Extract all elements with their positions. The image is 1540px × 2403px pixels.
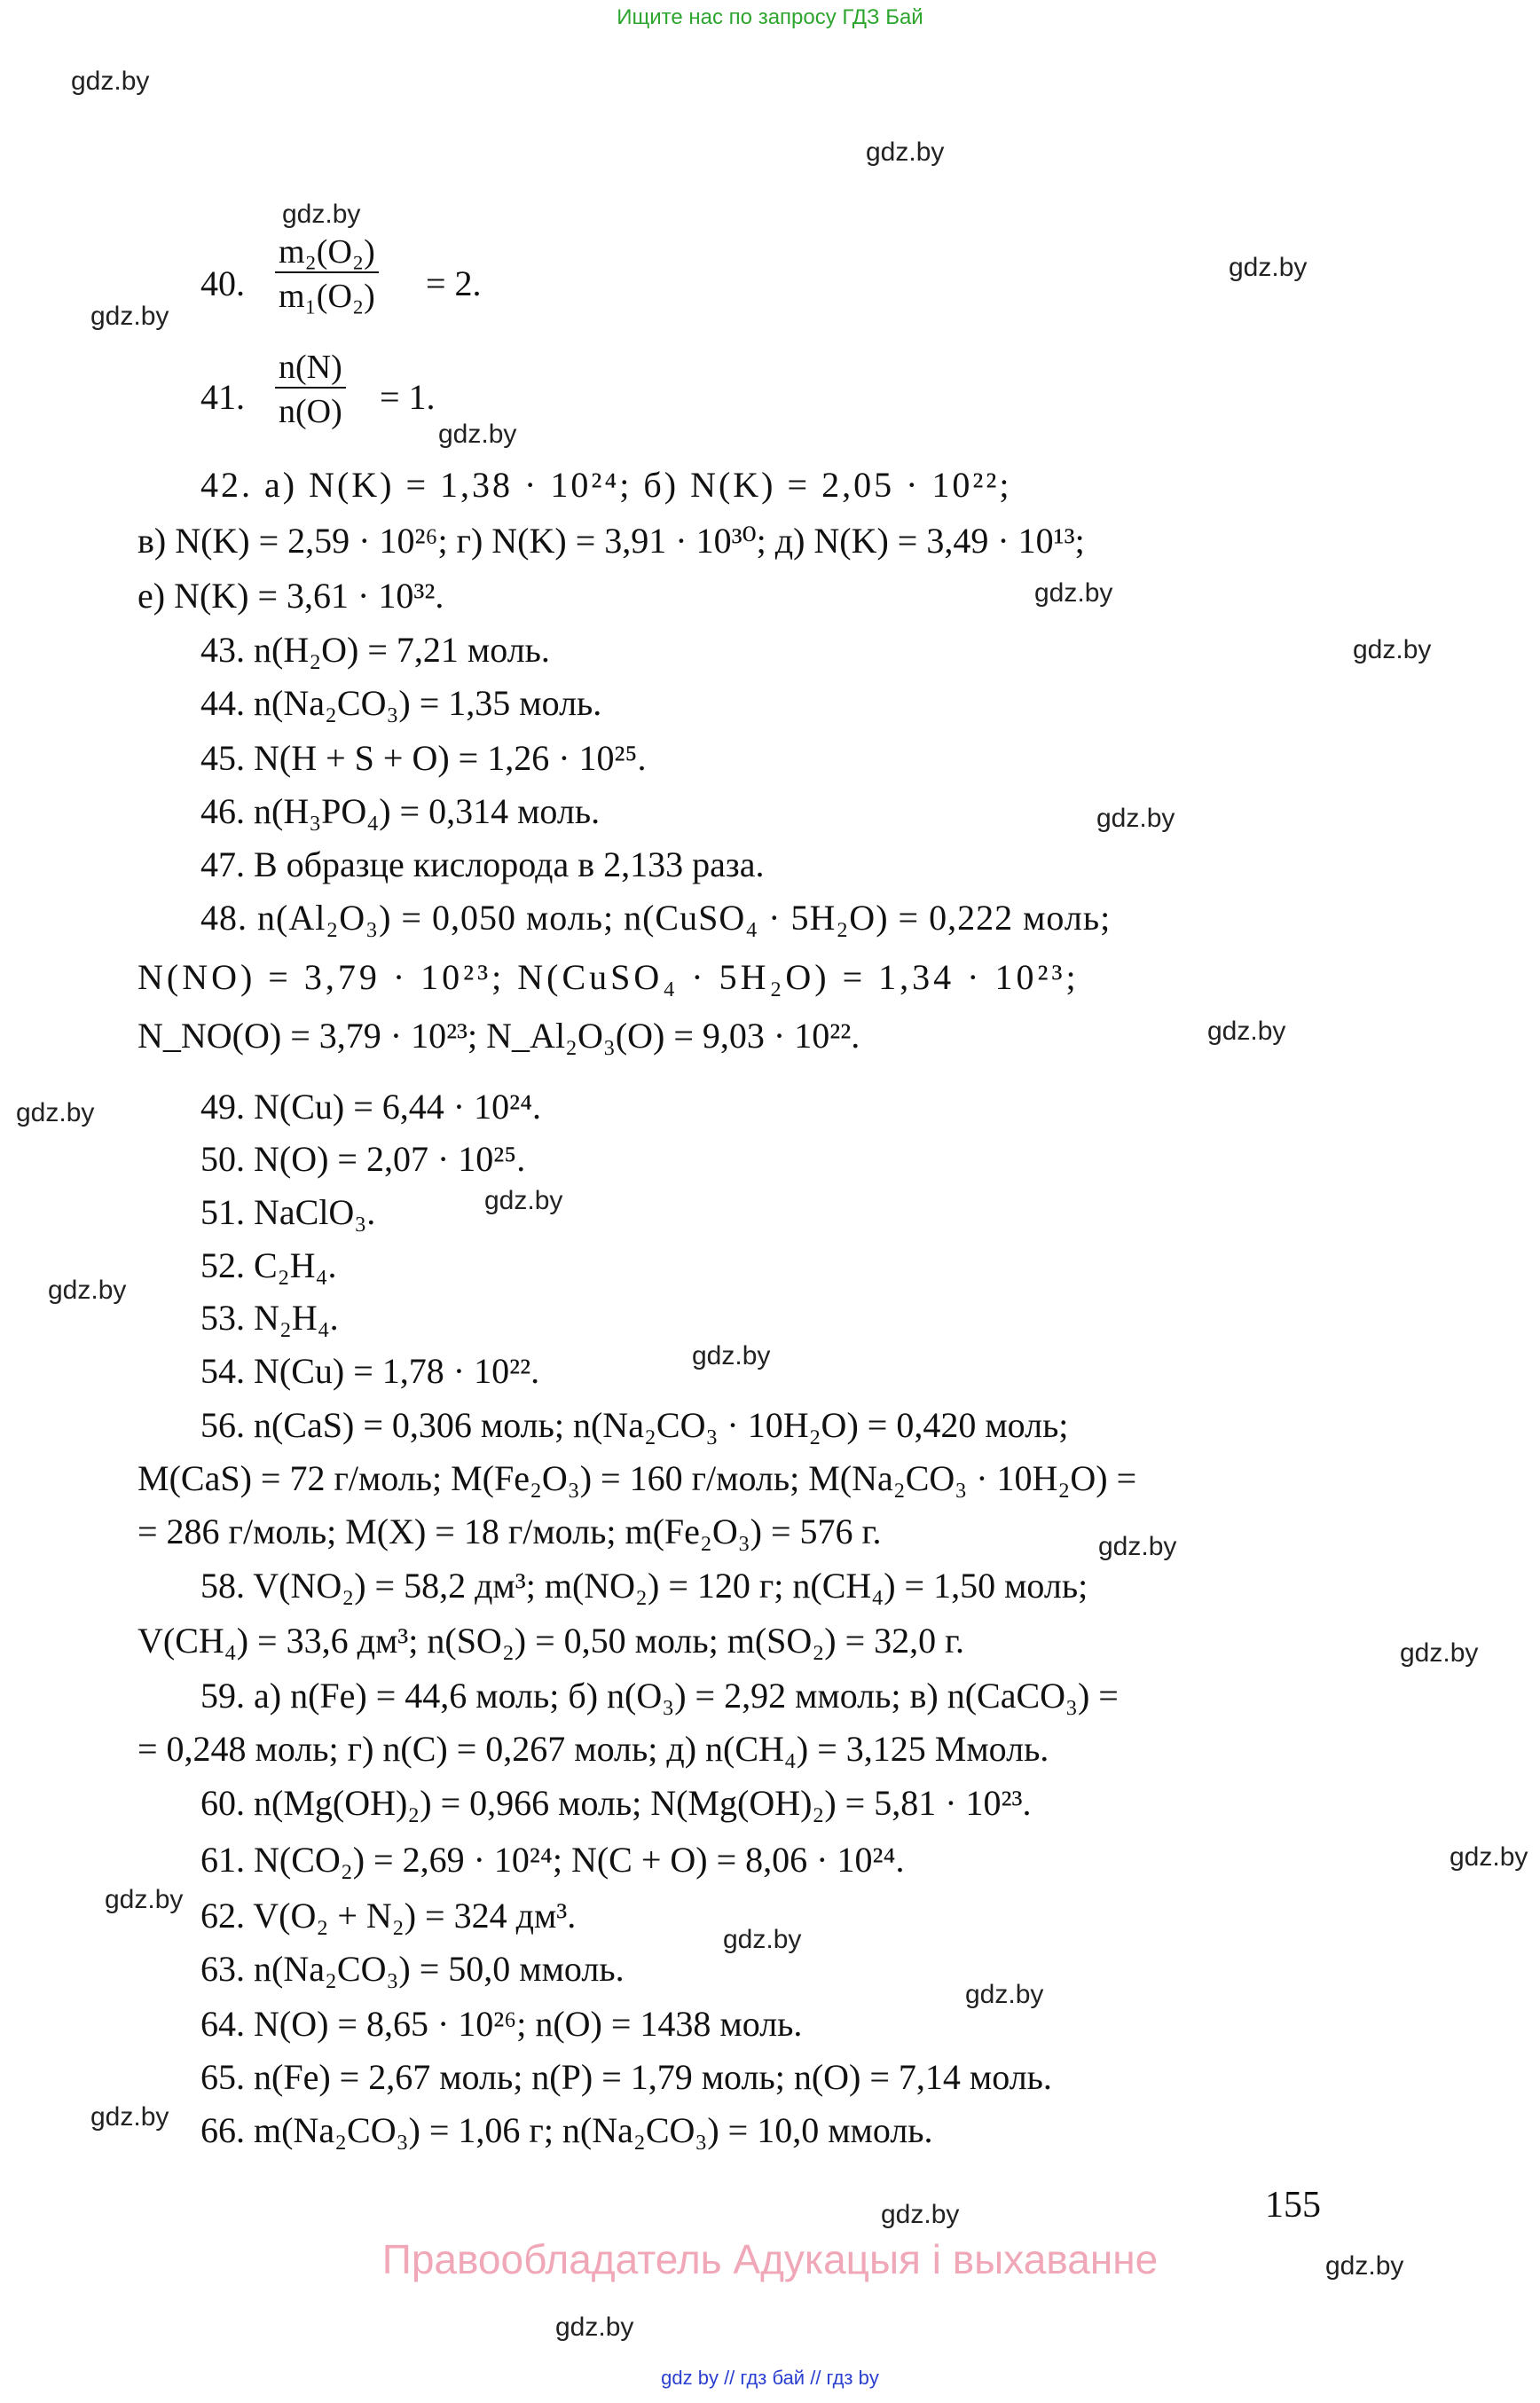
answer-60: 60. n(Mg(OH)₂) = 0,966 моль; N(Mg(OH)₂) = 5,81 · 10²³. bbox=[200, 1783, 1032, 1823]
answer-44: 44. n(Na₂CO₃) = 1,35 моль. bbox=[200, 683, 602, 723]
answer-51: 51. NaClO₃. bbox=[200, 1192, 376, 1232]
answer-48-line-1: 48. n(Al₂O₃) = 0,050 моль; n(CuSO₄ · 5H₂O) = 0,222 моль; bbox=[200, 898, 1112, 938]
watermark: gdz.by bbox=[438, 420, 517, 449]
watermark: gdz.by bbox=[90, 302, 169, 331]
watermark: gdz.by bbox=[723, 1925, 802, 1954]
watermark: gdz.by bbox=[484, 1186, 563, 1215]
answer-45: 45. N(H + S + O) = 1,26 · 10²⁵. bbox=[200, 738, 647, 778]
watermark: gdz.by bbox=[965, 1980, 1044, 2009]
watermark: gdz.by bbox=[1325, 2251, 1404, 2281]
watermark: gdz.by bbox=[1096, 804, 1175, 833]
watermark: gdz.by bbox=[1207, 1017, 1286, 1046]
answer-49: 49. N(Cu) = 6,44 · 10²⁴. bbox=[200, 1087, 542, 1127]
answer-59-line-1: 59. а) n(Fe) = 44,6 моль; б) n(O₃) = 2,92 ммоль; в) n(CaCO₃) = bbox=[200, 1676, 1119, 1716]
answer-40-label: 40. bbox=[200, 263, 245, 303]
answer-41-numerator: n(N) bbox=[275, 348, 346, 389]
answer-62: 62. V(O₂ + N₂) = 324 дм³. bbox=[200, 1896, 577, 1936]
answer-59-line-2: = 0,248 моль; г) n(C) = 0,267 моль; д) n(CH₄) = 3,125 Ммоль. bbox=[138, 1729, 1049, 1769]
watermark: gdz.by bbox=[1229, 253, 1308, 282]
answer-48-line-2: N(NO) = 3,79 · 10²³; N(CuSO₄ · 5H₂O) = 1,34 · 10²³; bbox=[138, 957, 1080, 997]
watermark: gdz.by bbox=[1400, 1638, 1479, 1668]
footer-links[interactable]: gdz by // гдз бай // гдз by bbox=[661, 2367, 879, 2389]
answer-41-label: 41. bbox=[200, 377, 245, 417]
answer-56-line-1: 56. n(CaS) = 0,306 моль; n(Na₂CO₃ · 10H₂O) = 0,420 моль; bbox=[200, 1405, 1069, 1445]
answer-64: 64. N(O) = 8,65 · 10²⁶; n(O) = 1438 моль. bbox=[200, 2004, 803, 2044]
watermark: gdz.by bbox=[1098, 1532, 1177, 1561]
answer-66: 66. m(Na₂CO₃) = 1,06 г; n(Na₂CO₃) = 10,0 ммоль. bbox=[200, 2110, 933, 2150]
answer-61: 61. N(CO₂) = 2,69 · 10²⁴; N(C + O) = 8,06 · 10²⁴. bbox=[200, 1840, 905, 1880]
answer-46: 46. n(H₃PO₄) = 0,314 моль. bbox=[200, 791, 601, 831]
watermark: gdz.by bbox=[555, 2313, 634, 2342]
answer-63: 63. n(Na₂CO₃) = 50,0 ммоль. bbox=[200, 1949, 625, 1989]
top-banner: Ищите нас по запросу ГДЗ Бай bbox=[617, 5, 923, 29]
watermark: gdz.by bbox=[866, 137, 945, 167]
answer-42-line-2: в) N(K) = 2,59 · 10²⁶; г) N(K) = 3,91 · 10³⁰; д) N(K) = 3,49 · 10¹³; bbox=[138, 521, 1085, 561]
answer-40-result: = 2. bbox=[426, 263, 482, 303]
answer-56-line-2: M(CaS) = 72 г/моль; M(Fe₂O₃) = 160 г/моль; M(Na₂CO₃ · 10H₂O) = bbox=[138, 1458, 1137, 1498]
answer-42-line-3: е) N(K) = 3,61 · 10³². bbox=[138, 576, 444, 616]
copyright-notice: Правообладатель Адукацыя і выхаванне bbox=[381, 2236, 1159, 2282]
watermark: gdz.by bbox=[48, 1276, 127, 1305]
watermark: gdz.by bbox=[881, 2200, 960, 2229]
answer-50: 50. N(O) = 2,07 · 10²⁵. bbox=[200, 1139, 526, 1179]
answer-40-numerator: m₂(O₂) bbox=[275, 232, 379, 273]
watermark: gdz.by bbox=[71, 67, 150, 96]
answer-53: 53. N₂H₄. bbox=[200, 1298, 339, 1338]
watermark: gdz.by bbox=[105, 1885, 184, 1914]
answer-65: 65. n(Fe) = 2,67 моль; n(P) = 1,79 моль; n(O) = 7,14 моль. bbox=[200, 2057, 1052, 2097]
watermark: gdz.by bbox=[90, 2102, 169, 2132]
watermark: gdz.by bbox=[282, 200, 361, 229]
watermark: gdz.by bbox=[16, 1098, 95, 1127]
watermark: gdz.by bbox=[692, 1341, 771, 1370]
answer-40-denominator: m₁(O₂) bbox=[279, 278, 375, 315]
answer-43: 43. n(H₂O) = 7,21 моль. bbox=[200, 630, 550, 670]
answer-52: 52. C₂H₄. bbox=[200, 1245, 337, 1285]
page-number: 155 bbox=[1265, 2185, 1321, 2226]
answer-41-denominator: n(O) bbox=[279, 393, 342, 430]
watermark: gdz.by bbox=[1450, 1842, 1528, 1872]
answer-47: 47. В образце кислорода в 2,133 раза. bbox=[200, 844, 765, 884]
watermark: gdz.by bbox=[1353, 635, 1432, 664]
answer-41-fraction bbox=[275, 348, 346, 431]
answer-58-line-1: 58. V(NO₂) = 58,2 дм³; m(NO₂) = 120 г; n(CH₄) = 1,50 моль; bbox=[200, 1566, 1088, 1606]
watermark: gdz.by bbox=[1034, 578, 1113, 608]
answer-54: 54. N(Cu) = 1,78 · 10²². bbox=[200, 1351, 540, 1391]
answer-40-fraction bbox=[275, 232, 379, 316]
answer-48-line-3: N_NO(O) = 3,79 · 10²³; N_Al₂O₃(O) = 9,03 · 10²². bbox=[138, 1016, 860, 1056]
answer-58-line-2: V(CH₄) = 33,6 дм³; n(SO₂) = 0,50 моль; m(SO₂) = 32,0 г. bbox=[138, 1621, 965, 1661]
answer-42-line-1: 42. а) N(K) = 1,38 · 10²⁴; б) N(K) = 2,05 · 10²²; bbox=[200, 465, 1012, 505]
answer-41-result: = 1. bbox=[380, 377, 436, 417]
answer-56-line-3: = 286 г/моль; M(X) = 18 г/моль; m(Fe₂O₃) = 576 г. bbox=[138, 1512, 882, 1551]
